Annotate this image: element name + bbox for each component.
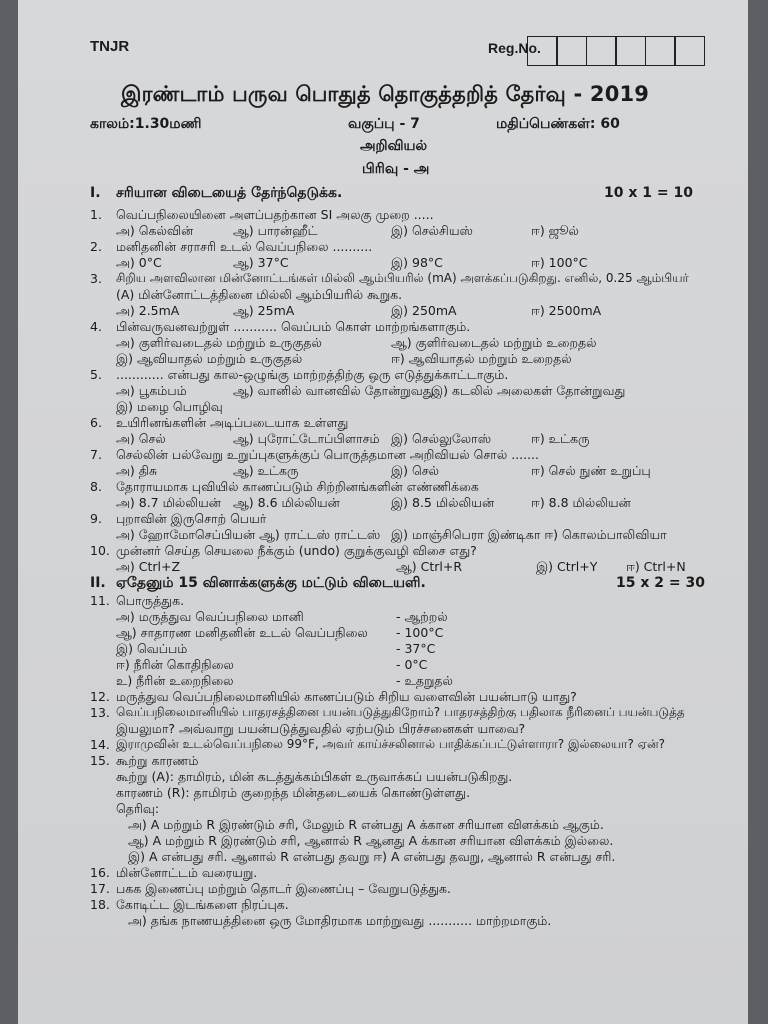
option: அ) செல்	[116, 431, 166, 446]
question-number: 12.	[90, 689, 110, 704]
question-number: 16.	[90, 865, 110, 880]
option: அ) Ctrl+Z	[116, 559, 181, 574]
question-text: உயிரினங்களின் அடிப்படையாக உள்ளது	[116, 415, 349, 430]
section-number: I.	[90, 185, 101, 201]
option: ஆ) உட்கரு	[233, 463, 299, 478]
option: ஆ) பாரன்ஹீட்	[233, 223, 318, 238]
duration: காலம்:1.30மணி	[90, 116, 202, 132]
question-number: 17.	[90, 881, 110, 896]
question-number: 6.	[90, 415, 102, 430]
question-text: இராமுவின் உடல்வெப்பநிலை 99°F, அவர் காய்ச்சலினால் பாதிக்கப்பட்டுள்ளாரா? இல்லையா? ஏன்?	[116, 737, 665, 751]
option: அ) 2.5mA	[116, 303, 180, 318]
option: ஈ) செல் நுண் உறுப்பு	[531, 463, 651, 478]
option: இ) ஆவியாதல் மற்றும் உருகுதல்	[116, 351, 303, 366]
question-text: சிறிய அளவிலான மின்னோட்டங்கள் மில்லி ஆம்பியரில் (mA) அளக்கப்படுகிறது. எனில், 0.25 ஆம்பியர்	[116, 271, 689, 285]
reg-box	[615, 36, 646, 66]
question-text: வெப்பநிலையினை அளப்பதற்கான SI அலகு முறை .....	[116, 207, 434, 222]
match-answer: - 0°C	[396, 657, 428, 672]
option: அ) ஹோமோசெப்பியன் ஆ) ராட்டஸ் ராட்டஸ்	[116, 527, 381, 542]
option: இ) Ctrl+Y	[536, 559, 598, 574]
question-text: வெப்பநிலைமானியில் பாதரசத்தினை பயன்படுத்துகிறோம்? பாதரசத்திற்கு பதிலாக நீரினைப் பயன்படுத்த	[116, 705, 685, 719]
question-text: மின்னோட்டம் வரையறு.	[116, 865, 258, 880]
question-number: 5.	[90, 367, 102, 382]
option: இ) செல்	[391, 463, 440, 478]
question-number: 11.	[90, 593, 110, 608]
question-number: 13.	[90, 705, 110, 720]
option: அ) திசு	[116, 463, 158, 478]
match-item: இ) வெப்பம்	[116, 641, 188, 656]
option: இ) செல்லுலோஸ்	[391, 431, 492, 446]
option: அ) 0°C	[116, 255, 162, 270]
exam-sheet	[18, 0, 748, 1024]
option: ஈ) 2500mA	[531, 303, 602, 318]
reg-box	[674, 36, 705, 66]
section-title: ஏதேனும் 15 வினாக்களுக்கு மட்டும் விடையளி.	[116, 575, 426, 591]
option: ஆ) புரோட்டோப்பிளாசம்	[233, 431, 380, 446]
option: ஆ) 8.6 மில்லியன்	[233, 495, 340, 510]
option: ஈ) 100°C	[531, 255, 588, 270]
question-number: 9.	[90, 511, 102, 526]
match-item: ஆ) சாதாரண மனிதனின் உடல் வெப்பநிலை	[116, 625, 368, 640]
subject: அறிவியல்	[360, 138, 428, 154]
question-text: பொருத்துக.	[116, 593, 185, 608]
school-code: TNJR	[90, 38, 130, 55]
option: ஈ) உட்கரு	[531, 431, 590, 446]
option: இ) 8.5 மில்லியன்	[391, 495, 495, 510]
option: இ) 250mA	[391, 303, 457, 318]
option: ஈ) Ctrl+N	[626, 559, 686, 574]
match-item: ஈ) நீரின் கொதிநிலை	[116, 657, 234, 672]
match-answer: - ஆற்றல்	[396, 609, 448, 624]
section-marks: 15 x 2 = 30	[616, 575, 705, 591]
standard: வகுப்பு - 7	[348, 116, 420, 132]
option: ஆ) A மற்றும் R இரண்டும் சரி, ஆனால் R ஆனது A க்கான சரியான விளக்கம் இல்லை.	[128, 833, 614, 848]
option: ஆ) 25mA	[233, 303, 295, 318]
question-number: 3.	[90, 271, 102, 286]
option: இ) 98°C	[391, 255, 443, 270]
question-number: 7.	[90, 447, 102, 462]
option: ஆ) வானில் வானவில் தோன்றுவது	[233, 383, 434, 398]
question-text: பின்வருவனவற்றுள் ........... வெப்பம் கொள் மாற்றங்களாகும்.	[116, 319, 471, 334]
part: பிரிவு - அ	[362, 161, 430, 177]
match-item: உ) நீரின் உறைநிலை	[116, 673, 234, 688]
question-text: மனிதனின் சராசரி உடல் வெப்பநிலை ..........	[116, 239, 373, 254]
match-item: அ) மருத்துவ வெப்பநிலை மானி	[116, 609, 304, 624]
total-marks: மதிப்பெண்கள்: 60	[496, 116, 620, 132]
option: அ) 8.7 மில்லியன்	[116, 495, 221, 510]
reg-box	[586, 36, 617, 66]
choice-label: தெரிவு:	[116, 801, 160, 816]
question-text: (A) மின்னோட்டத்தினை மில்லி ஆம்பியரில் கூறுக.	[116, 287, 403, 302]
question-text: மருத்துவ வெப்பநிலைமானியில் காணப்படும் சிறிய வளைவின் பயன்பாடு யாது?	[116, 689, 577, 704]
question-number: 15.	[90, 753, 110, 768]
exam-title: இரண்டாம் பருவ பொதுத் தொகுத்தறித் தேர்வு - 2019	[121, 82, 650, 106]
question-text: கூற்று காரணம்	[116, 753, 199, 768]
option: அ) கெல்வின்	[116, 223, 194, 238]
question-number: 2.	[90, 239, 102, 254]
option: இ) கடலில் அலைகள் தோன்றுவது	[431, 383, 626, 398]
option: ஆ) Ctrl+R	[396, 559, 463, 574]
option: இ) மாஞ்சிபெரா இண்டிகா ஈ) கொலம்பாலிவியா	[391, 527, 667, 542]
option: அ) குளிர்வடைதல் மற்றும் உருகுதல்	[116, 335, 322, 350]
option: அ) பூகம்பம்	[116, 383, 187, 398]
assertion: கூற்று (A): தாமிரம், மின் கடத்துக்கம்பிகள் உருவாக்கப் பயன்படுகிறது.	[116, 769, 513, 784]
reg-box	[556, 36, 587, 66]
question-number: 10.	[90, 543, 110, 558]
option: இ) செல்சியஸ்	[391, 223, 473, 238]
question-text: புறாவின் இருசொற் பெயர்	[116, 511, 267, 526]
option: ஆ) குளிர்வடைதல் மற்றும் உறைதல்	[391, 335, 597, 350]
option: ஈ) ஆவியாதல் மற்றும் உறைதல்	[391, 351, 572, 366]
option: ஈ) ஜூல்	[531, 223, 579, 238]
section-marks: 10 x 1 = 10	[604, 185, 693, 201]
option: இ) மழை பொழிவு	[116, 399, 223, 414]
match-answer: - உதறுதல்	[396, 673, 453, 688]
question-text: கோடிட்ட இடங்களை நிரப்புக.	[116, 897, 289, 912]
option: ஆ) 37°C	[233, 255, 289, 270]
question-text: செல்லின் பல்வேறு உறுப்புகளுக்குப் பொருத்தமான அறிவியல் சொல் .......	[116, 447, 540, 462]
question-number: 8.	[90, 479, 102, 494]
fill-blank-item: அ) தங்க நாணயத்தினை ஒரு மோதிரமாக மாற்றுவது ........... மாற்றமாகும்.	[128, 913, 552, 928]
match-answer: - 37°C	[396, 641, 436, 656]
section-title: சரியான விடையைத் தேர்ந்தெடுக்க.	[116, 185, 343, 201]
match-answer: - 100°C	[396, 625, 444, 640]
question-text: இயலுமா? அவ்வாறு பயன்படுத்துவதில் ஏற்படும் பிரச்சனைகள் யாவை?	[116, 721, 526, 736]
reason: காரணம் (R): தாமிரம் குறைந்த மின்தடையைக் கொண்டுள்ளது.	[116, 785, 471, 800]
question-number: 14.	[90, 737, 110, 752]
section-number: II.	[90, 575, 106, 591]
option: இ) A என்பது சரி. ஆனால் R என்பது தவறு ஈ) A என்பது தவறு, ஆனால் R என்பது சரி.	[128, 849, 616, 864]
question-text: பகக இணைப்பு மற்றும் தொடர் இணைப்பு – வேறுபடுத்துக.	[116, 881, 452, 896]
reg-no-label: Reg.No.	[488, 40, 541, 56]
reg-no-boxes	[528, 36, 705, 66]
question-text: தோராயமாக புவியில் காணப்படும் சிற்றினங்களின் எண்ணிக்கை	[116, 479, 479, 494]
reg-box	[645, 36, 676, 66]
option: ஈ) 8.8 மில்லியன்	[531, 495, 631, 510]
question-text: முன்னர் செய்த செயலை நீக்கும் (undo) குறுக்குவழி விசை எது?	[116, 543, 477, 558]
reg-box	[527, 36, 558, 66]
question-number: 4.	[90, 319, 102, 334]
option: அ) A மற்றும் R இரண்டும் சரி, மேலும் R என்பது A க்கான சரியான விளக்கம் ஆகும்.	[128, 817, 604, 832]
question-number: 18.	[90, 897, 110, 912]
question-text: ............ என்பது கால-ஒழுங்கு மாற்றத்திற்கு ஒரு எடுத்துக்காட்டாகும்.	[116, 367, 509, 382]
question-number: 1.	[90, 207, 102, 222]
